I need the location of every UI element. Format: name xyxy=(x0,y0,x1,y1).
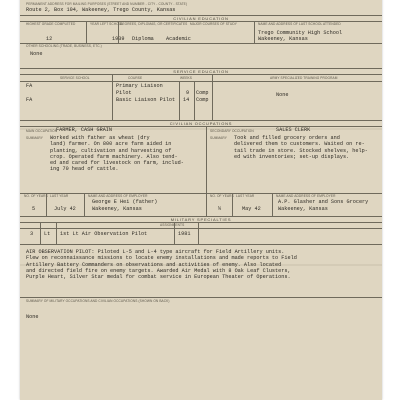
main-occupation-title: FARMER, CASH GRAIN xyxy=(56,127,113,133)
service-weeks: 9 xyxy=(186,90,190,96)
special-training: None xyxy=(276,92,289,98)
text-line: crop. Operated farm machinery. Also tend- xyxy=(50,153,178,160)
divider xyxy=(174,222,175,244)
main-summary-label: SUMMARY xyxy=(26,136,43,140)
divider xyxy=(272,193,273,216)
divider xyxy=(40,222,41,244)
civilian-education-title: CIVILIAN EDUCATION xyxy=(173,16,229,21)
last-year-label: LAST YEAR xyxy=(50,194,69,198)
employer-label: NAME AND ADDRESS OF EMPLOYER xyxy=(88,194,148,198)
divider xyxy=(179,81,180,120)
military-occupation-description xyxy=(26,249,297,280)
service-school: FA xyxy=(26,83,33,89)
text-line: tail trade in store. Stocked shelves, help- xyxy=(234,147,368,154)
separation-qualification-record xyxy=(20,0,382,400)
service-status: Comp xyxy=(196,97,209,103)
secondary-occupation-label: SECONDARY OCCUPATION xyxy=(210,129,254,133)
divider xyxy=(20,74,382,75)
service-education-title: SERVICE EDUCATION xyxy=(173,69,229,74)
text-line: Artillery Battery Commanders on observations and activities of enemy. Also located xyxy=(26,261,282,268)
school-name: Trego Community High School xyxy=(258,30,343,36)
main-last-year: July 42 xyxy=(54,206,76,212)
assignment-year: 1981 xyxy=(178,231,191,237)
text-line: Flew on reconnaissance missions to locate enemy installations and made reports to Field xyxy=(26,255,297,262)
other-schooling: None xyxy=(30,51,43,57)
text-line: land) farmer. On 800 acre farm aided in xyxy=(50,141,172,148)
divider xyxy=(20,244,382,245)
highest-grade: 12 xyxy=(46,36,53,42)
text-line: ing 70 head of cattle. xyxy=(50,166,119,173)
text-line: Took and filled grocery orders and xyxy=(234,135,340,141)
degree-label: DEGREES, DIPLOMAS, OR CERTIFICATES xyxy=(120,22,188,26)
divider xyxy=(212,74,213,120)
school-city: Wakeeney, Kansas xyxy=(258,36,308,42)
text-line: and directed field fire on enemy targets. Awarded Air Medal with 8 Oak Leaf Clusters, xyxy=(26,267,291,274)
main-years: 5 xyxy=(32,206,36,212)
divider xyxy=(20,222,382,223)
school-label: NAME AND ADDRESS OF LAST SCHOOL ATTENDED xyxy=(258,22,341,26)
divider xyxy=(20,228,382,229)
divider xyxy=(46,193,47,216)
assignments-label: ASSIGNMENTS xyxy=(160,223,185,227)
text-line: Purple Heart, Silver Star medal for combat service in European Theater of Operations. xyxy=(26,274,291,281)
divider xyxy=(112,74,113,120)
secondary-employer-city: Wakeeney, Kansas xyxy=(278,206,328,212)
major-course-label: MAJOR COURSES OF STUDY xyxy=(190,22,238,26)
highest-grade-label: HIGHEST GRADE COMPLETED xyxy=(26,22,76,26)
main-employer-name: George E Hei (father) xyxy=(92,199,158,205)
years-label: NO. OF YEARS xyxy=(24,194,48,198)
secondary-last-year: May 42 xyxy=(242,206,261,212)
special-training-label: ARMY SPECIALIZED TRAINING PROGRAM xyxy=(270,76,338,80)
address-label: PERMANENT ADDRESS FOR MAILING PURPOSES (STREET AND NUMBER - CITY - COUNTY - STATE) xyxy=(26,2,188,6)
additional-info-label: SUMMARY OF MILITARY OCCUPATIONS AND CIVILIAN OCCUPATIONS (SHOWN ON BACK) xyxy=(26,299,170,303)
last-year-label: LAST YEAR xyxy=(236,194,255,198)
year-left: 1939 xyxy=(112,36,125,42)
service-course: Basic Liaison Pilot xyxy=(116,97,176,103)
weeks-label: WEEKS xyxy=(180,76,193,80)
assignment-months: 3 xyxy=(30,231,34,237)
divider xyxy=(84,193,85,216)
secondary-summary-label: SUMMARY xyxy=(210,136,227,140)
secondary-employer-name: A.P. Glasher and Sons Grocery xyxy=(278,199,369,205)
divider xyxy=(232,193,233,216)
text-line: delivered them to customers. Waited on re- xyxy=(234,141,365,148)
divider xyxy=(118,21,119,43)
civilian-occupations-title: CIVILIAN OCCUPATIONS xyxy=(169,121,233,126)
employer-label: NAME AND ADDRESS OF EMPLOYER xyxy=(276,194,336,198)
divider xyxy=(198,222,199,244)
divider xyxy=(206,126,207,216)
divider xyxy=(194,81,195,120)
assignment-title: 1st Lt Air Observation Pilot xyxy=(60,231,148,237)
other-schooling-label: OTHER SCHOOLING (TRADE, BUSINESS, ETC.) xyxy=(26,44,102,48)
course-label: COURSE xyxy=(128,76,143,80)
text-line: planting, cultivation and harvesting of xyxy=(50,147,172,154)
divider xyxy=(254,21,255,43)
permanent-address: Route 2, Box 104, Wakeeney, Trego County, Kansas xyxy=(26,7,176,13)
service-school-label: SERVICE SCHOOL xyxy=(60,76,90,80)
main-employer-city: Wakeeney, Kansas xyxy=(92,206,142,212)
degree: Diploma xyxy=(132,36,154,42)
divider xyxy=(20,81,382,82)
divider xyxy=(56,222,57,244)
year-left-label: YEAR LEFT SCHOOL xyxy=(90,22,124,26)
years-label: NO. OF YEARS xyxy=(210,194,234,198)
divider xyxy=(86,21,87,43)
military-specialties-title: MILITARY SPECIALTIES xyxy=(170,217,232,222)
service-status: Comp xyxy=(196,90,209,96)
assignment-grade: Lt xyxy=(44,231,51,237)
main-occupation-summary xyxy=(50,135,184,173)
additional-info: None xyxy=(26,314,39,320)
text-line: ed and cared for livestock on farm, includ- xyxy=(50,160,184,167)
main-occupation-label: MAIN OCCUPATION xyxy=(26,129,58,133)
secondary-years: ½ xyxy=(218,206,222,212)
service-weeks: 14 xyxy=(183,97,190,103)
service-course: Pilot xyxy=(116,90,132,96)
service-course: Primary Liaison xyxy=(116,83,163,89)
text-line: Worked with father as wheat (dry xyxy=(50,135,150,141)
secondary-occupation-summary xyxy=(234,135,368,160)
service-school: FA xyxy=(26,97,33,103)
text-line: ed with inventories; set-up displays. xyxy=(234,153,350,160)
secondary-occupation-title: SALES CLERK xyxy=(276,127,311,133)
text-line: AIR OBSERVATION PILOT: Piloted L-5 and L-4 type aircraft for Field Artillery units. xyxy=(26,249,285,255)
major-course: Academic xyxy=(166,36,191,42)
divider xyxy=(20,297,382,298)
